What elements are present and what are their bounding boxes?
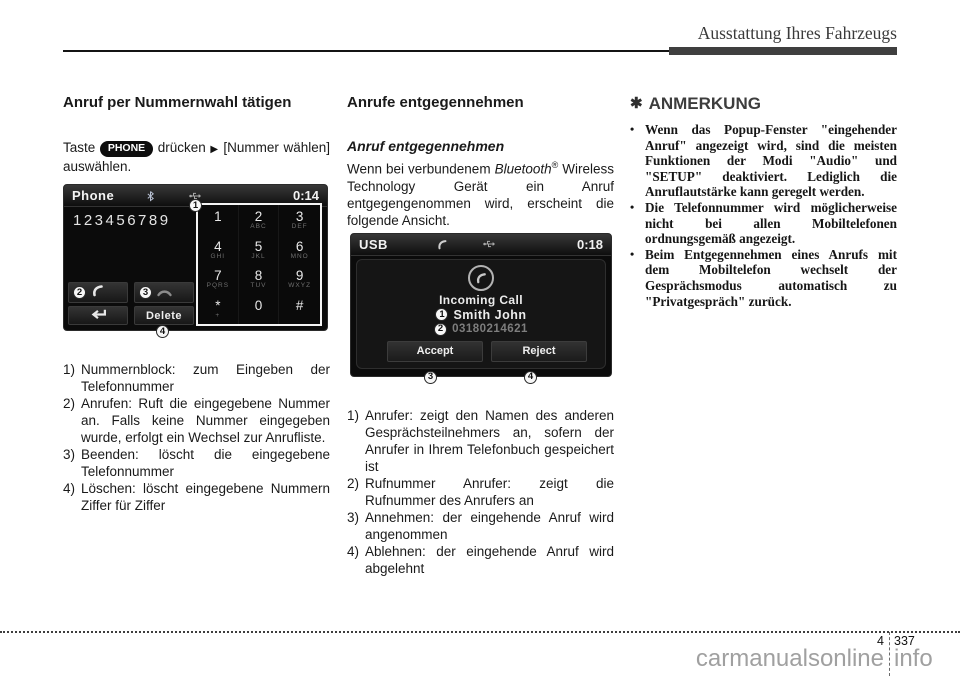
keypad-key[interactable]: 0 xyxy=(239,294,280,324)
bluetooth-wordmark: Bluetooth xyxy=(494,161,552,177)
reject-button[interactable]: Reject xyxy=(491,341,587,362)
body-paragraph: Wenn bei verbundenem Bluetooth® Wireless Technology Gerät ein Anruf entgegengenommen wird, erscheint die folgende Ansicht. xyxy=(347,160,614,228)
callout-marker-3: 3 xyxy=(139,286,152,299)
numbered-list xyxy=(347,407,614,577)
keypad-key[interactable]: 3 DEF xyxy=(291,208,308,230)
section-heading: Anruf per Nummernwahl tätigen xyxy=(63,94,292,111)
watermark-text: info xyxy=(894,645,933,672)
intro-text: Taste xyxy=(63,140,96,155)
callout-marker-4: 4 xyxy=(156,325,169,338)
list-item: 4) Löschen: löscht eingegebene Nummern Ziffer für Ziffer xyxy=(63,481,330,513)
intro-text: [Nummer wählen] auswählen. xyxy=(63,140,330,174)
intro-text: drücken xyxy=(157,140,206,155)
keypad-key[interactable]: 9 WXYZ xyxy=(288,268,312,290)
keypad-key[interactable]: 5 JKL xyxy=(239,235,280,265)
caller-number: 03180214621 xyxy=(452,323,528,335)
end-call-button[interactable] xyxy=(134,282,194,303)
back-arrow-icon xyxy=(90,307,107,325)
numbered-list xyxy=(63,361,330,514)
screen-title: Phone xyxy=(72,188,115,203)
accept-button[interactable]: Accept xyxy=(387,341,483,362)
subsection-heading: Anruf entgegennehmen xyxy=(347,138,505,154)
list-item: 3) Beenden: löscht die eingegebene Telefonnummer xyxy=(63,447,330,479)
callout-marker-2: 2 xyxy=(434,323,447,336)
list-item: 2) Anrufen: Ruft die eingegebene Nummer an. Falls keine Nummer eingegeben wurde, erfolgt ein Wechsel zur Anrufliste. xyxy=(63,396,330,445)
incoming-call-screenshot xyxy=(350,233,612,383)
arrow-right-icon: ▶ xyxy=(210,144,219,155)
callout-marker-1: 1 xyxy=(435,308,448,321)
list-item: 1) Anrufer: zeigt den Namen des anderen Gesprächsteilnehmers an, sofern der Anrufer in Ihrem Telefonbuch gespeichert ist xyxy=(347,407,614,474)
incoming-call-icon xyxy=(468,265,494,291)
list-item: 1) Nummernblock: zum Eingeben der Telefonnummer xyxy=(63,362,330,394)
bluetooth-icon xyxy=(146,190,155,202)
dial-keypad xyxy=(196,203,322,326)
intro-paragraph xyxy=(63,139,330,175)
list-item: 3) Annehmen: der eingehende Anruf wird angenommen xyxy=(347,509,614,542)
note-bullet-list xyxy=(630,122,897,309)
dialed-number-display: 123456789 xyxy=(73,212,171,229)
header-rule xyxy=(63,50,669,52)
note-bullet: • Die Telefonnummer wird möglicherweise nicht bei allen Mobiltelefonen ordnungsgemäß angezeigt. xyxy=(630,199,897,247)
column-answer-calls xyxy=(347,94,614,577)
keypad-key[interactable]: 2 ABC xyxy=(239,205,280,235)
note-heading: ✱ ANMERKUNG xyxy=(630,94,761,113)
keypad-key[interactable]: 1 xyxy=(198,205,239,235)
header-rule-accent xyxy=(669,47,897,55)
note-bullet: • Beim Entgegennehmen eines Anrufs mit dem Mobiltelefon wechselt der Gesprächsmodus automatisch zu "Privatgespräch" zurück. xyxy=(630,246,897,309)
hang-up-icon xyxy=(156,284,173,302)
callout-marker-4: 4 xyxy=(524,371,537,384)
column-dial-number xyxy=(63,94,330,514)
column-note xyxy=(630,94,897,309)
dialer-screenshot xyxy=(63,184,328,337)
incoming-call-panel xyxy=(356,259,606,369)
asterisk-icon: ✱ xyxy=(630,95,643,112)
keypad-key[interactable]: 7 PQRS xyxy=(198,265,239,295)
usb-icon xyxy=(483,239,497,249)
list-item: 2) Rufnummer Anrufer: zeigt die Rufnummer des Anrufers an xyxy=(347,475,614,508)
clock-readout: 0:14 xyxy=(292,188,319,203)
callout-marker-3: 3 xyxy=(424,371,437,384)
keypad-key[interactable]: * + xyxy=(198,294,239,324)
clock-readout: 0:18 xyxy=(576,236,603,252)
source-label: USB xyxy=(359,236,388,252)
caller-name: Smith John xyxy=(453,307,527,322)
note-bullet: • Wenn das Popup-Fenster "eingehender Anruf" angezeigt wird, sind die meisten Funktionen der Modi "Audio" und "SETUP" deaktiviert. Lediglich die Anruflautstärke kann geregelt werden. xyxy=(630,122,897,200)
section-heading: Anrufe entgegennehmen xyxy=(347,94,524,111)
callout-marker-1: 1 xyxy=(189,199,202,212)
keypad-key[interactable]: 4 GHI xyxy=(198,235,239,265)
incoming-statusbar xyxy=(351,234,611,256)
delete-button[interactable]: Delete xyxy=(134,306,194,325)
footer-vertical-divider xyxy=(889,632,890,676)
incoming-call-label: Incoming Call xyxy=(439,292,523,307)
phone-icon xyxy=(436,239,449,250)
call-icon xyxy=(91,284,105,302)
back-button[interactable] xyxy=(68,306,128,325)
call-button[interactable] xyxy=(68,282,128,303)
page-number: 337 xyxy=(894,634,915,648)
callout-marker-2: 2 xyxy=(73,286,86,299)
page-header-title: Ausstattung Ihres Fahrzeugs xyxy=(697,23,897,43)
footer-divider xyxy=(0,631,960,633)
registered-mark: ® xyxy=(551,160,559,170)
list-item: 4) Ablehnen: der eingehende Anruf wird abgelehnt xyxy=(347,543,614,576)
chapter-number: 4 xyxy=(877,634,884,648)
keypad-key[interactable]: # xyxy=(295,298,304,314)
phone-key-badge: PHONE xyxy=(100,141,153,157)
keypad-key[interactable]: 8 TUV xyxy=(239,265,280,295)
keypad-key[interactable]: 6 MNO xyxy=(290,238,309,260)
watermark-text: carmanualsonline xyxy=(695,645,884,672)
